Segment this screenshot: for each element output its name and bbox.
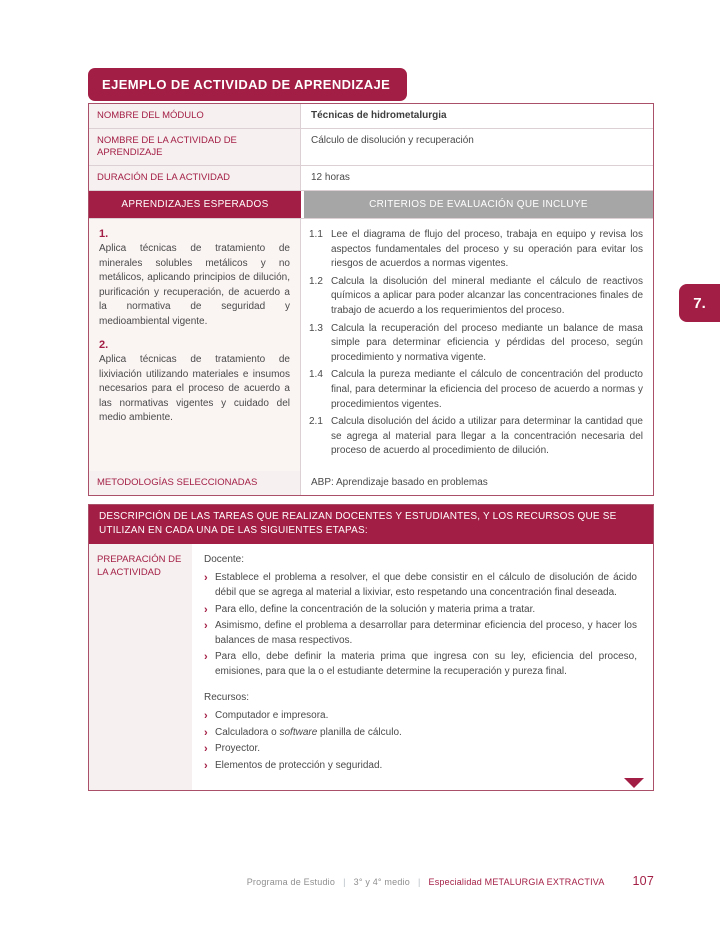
aprendizaje-text: Aplica técnicas de tratamiento de minerales solubles metálicos y no metálicos, aplicando principios de dilución, purificación y recuperación, de acuerdo a la normativa de seguridad y medioambiental vigente. <box>99 243 290 327</box>
row-value: Cálculo de disolución y recuperación <box>301 129 653 165</box>
bullet-text: Elementos de protección y seguridad. <box>215 759 383 771</box>
metodologias-value: ABP: Aprendizaje basado en problemas <box>301 471 653 495</box>
chevron-bullet-icon: › <box>204 710 208 723</box>
criterio-item <box>309 322 643 366</box>
aprendizaje-number: 2. <box>99 339 109 351</box>
criterio-number: 2.1 <box>309 416 323 428</box>
chapter-tab: 7. <box>679 284 720 322</box>
chevron-bullet-icon: › <box>204 620 208 633</box>
bullet-text: Proyector. <box>215 743 261 755</box>
preparation-stage-row <box>89 544 653 791</box>
page-footer <box>88 874 654 888</box>
row-label: NOMBRE DE LA ACTIVIDAD DE APRENDIZAJE <box>89 129 301 165</box>
docente-heading: Docente: <box>204 553 245 565</box>
learning-content-row <box>89 218 653 471</box>
criterio-number: 1.4 <box>309 369 323 381</box>
tasks-description-banner: DESCRIPCIÓN DE LAS TAREAS QUE REALIZAN DOCENTES Y ESTUDIANTES, Y LOS RECURSOS QUE SE UTILIZAN EN CADA UNA DE LAS SIGUIENTES ETAPAS: <box>89 505 653 544</box>
metodologias-row <box>89 471 653 495</box>
bullet-text: Calculadora o software planilla de cálculo. <box>215 726 402 738</box>
criterio-text: Calcula la recuperación del proceso mediante un balance de masa simple para determinar eficiencia y pérdidas del proceso, según procedimiento y normativa vigente. <box>331 322 643 363</box>
info-rows <box>89 104 653 190</box>
bullet-text: Asimismo, define el problema a desarrollar para determinar eficiencia del proceso, y hacer los balances de masa respectivos. <box>215 620 637 646</box>
list-item <box>204 571 637 600</box>
row-value: Técnicas de hidrometalurgia <box>301 104 653 128</box>
row-label: NOMBRE DEL MÓDULO <box>89 104 301 128</box>
header-criterios-evaluacion: CRITERIOS DE EVALUACIÓN QUE INCLUYE <box>304 191 653 218</box>
aprendizaje-number: 1. <box>99 228 109 240</box>
criterio-text: Calcula la pureza mediante el cálculo de concentración del producto final, para determinar la eficiencia del proceso de acuerdo a normas y procedimientos vigentes. <box>331 369 643 410</box>
criterio-text: Calcula la disolución del mineral mediante el cálculo de reactivos químicos a aplicar para poder alcanzar las concentraciones finales de trabajo de acuerdo a los requerimientos del proceso. <box>331 275 643 316</box>
row-value: 12 horas <box>301 166 653 190</box>
tasks-description-table <box>88 504 654 792</box>
list-item <box>204 709 637 724</box>
criterio-item <box>309 275 643 319</box>
list-item <box>204 650 637 679</box>
stage-content <box>192 544 653 791</box>
chevron-bullet-icon: › <box>204 572 208 585</box>
bullet-text: Establece el problema a resolver, el que debe consistir en el cálculo de disolución de ácido débil que se agrega al material a lixiviar, esto respetando una concentración final deseada. <box>215 572 637 598</box>
aprendizaje-item <box>99 339 290 426</box>
footer-specialty: Especialidad METALURGIA EXTRACTIVA <box>428 877 605 887</box>
aprendizaje-text: Aplica técnicas de tratamiento de lixiviación utilizando materiales e insumos necesarios para el proceso de acuerdo a las normativas vigentes y cuidado del medio ambiente. <box>99 354 290 423</box>
criterio-text: Lee el diagrama de flujo del proceso, trabaja en equipo y revisa los aspectos fundamentales del proceso y su operación para evitar los riesgos de acuerdos a normas vigentes. <box>331 229 643 270</box>
list-item <box>204 742 637 757</box>
recursos-bullet-list <box>204 709 637 773</box>
criterio-item <box>309 368 643 412</box>
row-label: DURACIÓN DE LA ACTIVIDAD <box>89 166 301 190</box>
list-item <box>204 603 637 618</box>
aprendizajes-cell <box>89 219 301 471</box>
criterio-number: 1.2 <box>309 275 323 287</box>
chevron-bullet-icon: › <box>204 759 208 772</box>
chevron-bullet-icon: › <box>204 726 208 739</box>
bullet-text: Para ello, define la concentración de la solución y materia prima a tratar. <box>215 603 536 615</box>
aprendizaje-item <box>99 228 290 329</box>
bullet-text: Computador e impresora. <box>215 710 329 722</box>
docente-bullet-list <box>204 571 637 679</box>
list-item <box>204 759 637 774</box>
table-row <box>89 165 653 190</box>
criterio-number: 1.1 <box>309 229 323 240</box>
criterio-item <box>309 228 643 272</box>
learning-activity-document <box>88 68 654 791</box>
column-headers-row <box>89 190 653 218</box>
list-item <box>204 619 637 648</box>
header-aprendizajes-esperados: APRENDIZAJES ESPERADOS <box>89 191 301 218</box>
table-row <box>89 104 653 128</box>
page-title: EJEMPLO DE ACTIVIDAD DE APRENDIZAJE <box>88 68 407 101</box>
continuation-arrow-icon <box>624 778 644 788</box>
bullet-text: Para ello, debe definir la materia prima que ingresa con su ley, eficiencia del proceso, emisiones, para que la o el estudiante determine la recuperación y pureza final. <box>215 651 637 677</box>
table-row <box>89 128 653 165</box>
chevron-bullet-icon: › <box>204 603 208 616</box>
footer-separator: | <box>417 877 421 887</box>
recursos-heading: Recursos: <box>204 691 250 703</box>
footer-separator: | <box>343 877 346 887</box>
list-item <box>204 726 637 741</box>
chevron-bullet-icon: › <box>204 743 208 756</box>
criterio-item <box>309 415 643 459</box>
activity-info-table <box>88 103 654 496</box>
metodologias-label: METODOLOGÍAS SELECCIONADAS <box>89 471 301 495</box>
criterio-number: 1.3 <box>309 322 323 334</box>
criterios-cell <box>301 219 653 471</box>
page-number: 107 <box>632 874 654 888</box>
chevron-bullet-icon: › <box>204 651 208 664</box>
stage-label: PREPARACIÓN DE LA ACTIVIDAD <box>89 544 192 791</box>
footer-program: Programa de Estudio <box>246 877 336 887</box>
criterio-text: Calcula disolución del ácido a utilizar para determinar la cantidad que se agrega al material para llegar a la concentración necesaria del proceso de acuerdo al procedimiento de dilución. <box>331 416 643 457</box>
footer-grade: 3° y 4° medio <box>353 877 410 887</box>
